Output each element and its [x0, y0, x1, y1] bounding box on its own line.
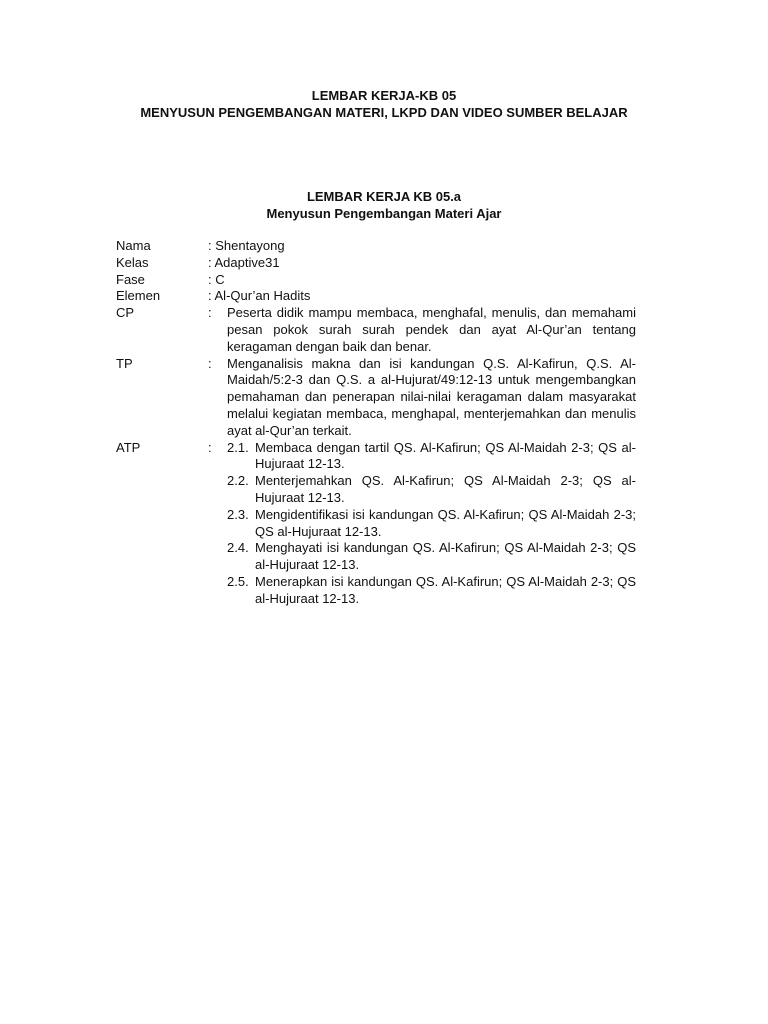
field-label-tp: TP	[116, 355, 133, 371]
atp-item	[227, 473, 636, 507]
atp-item	[227, 440, 636, 474]
section-title: LEMBAR KERJA KB 05.a	[306, 189, 462, 204]
atp-item-text: Menerapkan isi kandungan QS. Al-Kafirun; QS Al-Maidah 2-3; QS al-Hujuraat 12-13.	[255, 573, 636, 606]
field-value-elemen: : Al-Qur’an Hadits	[208, 288, 311, 304]
identity-table	[116, 238, 636, 608]
field-label-atp: ATP	[116, 439, 141, 455]
field-value-fase: : C	[208, 271, 225, 287]
field-value-tp: Menganalisis makna dan isi kandungan Q.S. Al-Kafirun, Q.S. Al-Maidah/5:2-3 dan Q.S. a al-Hujurat/49:12-13 untuk mengembangkan pemahaman dan penerapan nilai-nilai keragaman dalam masyarakat melalui kegiatan membaca, menghapal, menterjemahkan dan menulis ayat al-Qur’an terkait.	[227, 355, 636, 438]
field-row-kelas	[116, 255, 636, 272]
field-colon-tp: :	[208, 355, 212, 371]
atp-item-text: Mengidentifikasi isi kandungan QS. Al-Kafirun; QS Al-Maidah 2-3; QS al-Hujuraat 12-13.	[255, 506, 636, 539]
field-row-elemen	[116, 288, 636, 305]
field-row-fase	[116, 272, 636, 289]
atp-item	[227, 574, 636, 608]
atp-item	[227, 507, 636, 541]
field-label-fase: Fase	[116, 271, 145, 287]
field-value-cp: Peserta didik mampu membaca, menghafal, menulis, dan memahami pesan pokok surah surah pendek dan ayat Al-Qur’an tentang keragaman dengan baik dan benar.	[227, 305, 636, 354]
field-label-kelas: Kelas	[116, 254, 149, 270]
atp-item-number: 2.3.	[227, 506, 249, 522]
document-title: LEMBAR KERJA-KB 05	[311, 88, 457, 103]
field-row-tp	[116, 356, 636, 440]
field-colon-atp: :	[208, 439, 212, 455]
atp-item-number: 2.1.	[227, 439, 249, 455]
atp-item-text: Membaca dengan tartil QS. Al-Kafirun; QS Al-Maidah 2-3; QS al-Hujuraat 12-13.	[255, 439, 636, 472]
atp-item-number: 2.4.	[227, 540, 249, 556]
atp-item-number: 2.2.	[227, 473, 249, 489]
atp-item-text: Menghayati isi kandungan QS. Al-Kafirun; QS Al-Maidah 2-3; QS al-Hujuraat 12-13.	[255, 540, 636, 573]
atp-item-text: Menterjemahkan QS. Al-Kafirun; QS Al-Maidah 2-3; QS al-Hujuraat 12-13.	[255, 473, 636, 505]
field-label-nama: Nama	[116, 238, 151, 253]
atp-item-number: 2.5.	[227, 573, 249, 589]
field-colon-cp: :	[208, 305, 212, 321]
field-row-cp	[116, 305, 636, 355]
document-subtitle: MENYUSUN PENGEMBANGAN MATERI, LKPD DAN VIDEO SUMBER BELAJAR	[140, 105, 628, 120]
atp-item	[227, 540, 636, 574]
field-row-atp	[116, 440, 636, 608]
field-row-nama	[116, 238, 636, 255]
field-value-nama: : Shentayong	[208, 238, 285, 253]
field-label-cp: CP	[116, 305, 135, 321]
field-label-elemen: Elemen	[116, 288, 161, 304]
section-subtitle: Menyusun Pengembangan Materi Ajar	[266, 206, 502, 221]
atp-list	[227, 440, 636, 608]
field-value-kelas: : Adaptive31	[208, 254, 280, 270]
